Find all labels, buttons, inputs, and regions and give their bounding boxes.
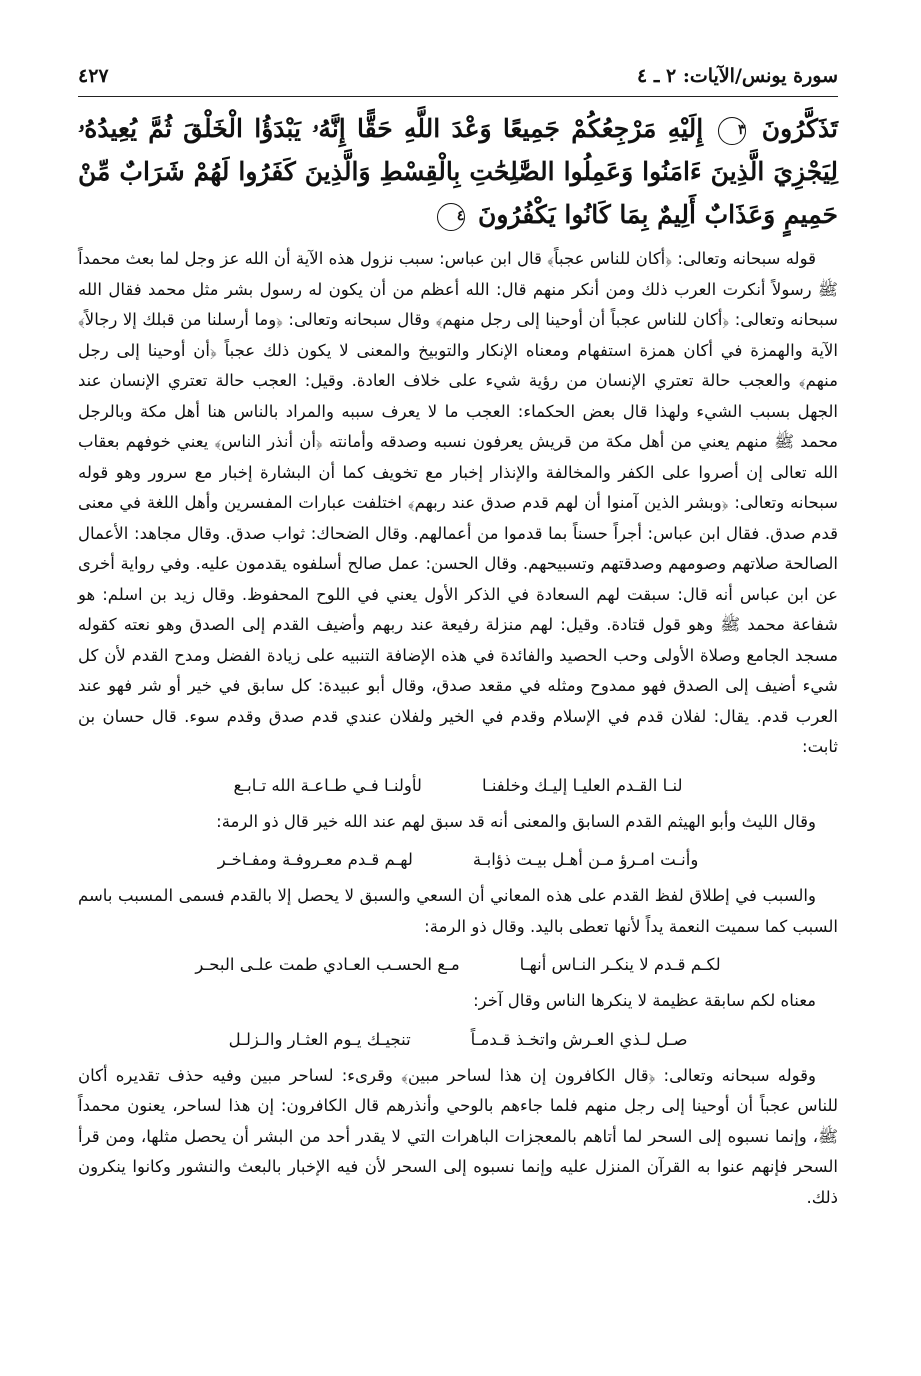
quran-verses — [78, 107, 838, 236]
commentary-paragraph-4: معناه لكم سابقة عظيمة لا ينكرها الناس وقال آخر: — [473, 991, 816, 1010]
page-number: ٤٢٧ — [78, 65, 109, 87]
poem-verse-1 — [78, 769, 838, 803]
poem-verse-4 — [78, 1023, 838, 1057]
commentary-paragraph-1: قوله سبحانه وتعالى: ﴿أكان للناس عجباً﴾ قال ابن عباس: سبب نزول هذه الآية أن الله عز وجل لما بعث محمداً ﷺ رسولاً أنكرت العرب ذلك ومن أنكر منهم قال: الله أعظم من أن يكون له رسول بشر مثل محمد فقال الله سبحانه وتعالى: ﴿أكان للناس عجباً أن أوحينا إلى رجل منهم﴾ وقال سبحانه وتعالى: ﴿وما أرسلنا من قبلك إلا رجالاً﴾ الآية والهمزة في أكان همزة استفهام ومعناه الإنكار والتوبيخ والمعنى لا يكون ذلك عجباً ﴿أن أوحينا إلى رجل منهم﴾ والعجب حالة تعتري الإنسان من رؤية شيء على خلاف العادة. وقيل: العجب حالة تعتري الإنسان عند الجهل بسبب الشيء ولهذا قال بعض الحكماء: العجب ما لا يعرف سببه والمراد بالناس هنا أهل مكة وبالرجل محمد ﷺ منهم يعني من أهل مكة من قريش يعرفون نسبه وصدقه وأمانته ﴿أن أنذر الناس﴾ يعني خوفهم بعقاب الله تعالى إن أصروا على الكفر والمخالفة والإنذار إخبار مع تخويف كما أن البشارة إخبار مع سرور وهو قوله سبحانه وتعالى: ﴿وبشر الذين آمنوا أن لهم قدم صدق عند ربهم﴾ اختلفت عبارات المفسرين وأهل اللغة في معنى قدم صدق. فقال ابن عباس: أجراً حسناً بما قدموا من أعمالهم. وقال الضحاك: ثواب صدق. وقال مجاهد: الأعمال الصالحة صلاتهم وصومهم وصدقتهم وتسبيحهم. وقال الحسن: عمل صالح أسلفوه يقدمون عليه. وفي رواية أخرى عن ابن عباس أنه قال: سبقت لهم السعادة في الذكر الأول يعني في اللوح المحفوظ. وقال زيد بن اسلم: هو شفاعة محمد ﷺ وهو قول قتادة. وقيل: لهم منزلة رفيعة عند ربهم وأضيف القدم إلى الصدق وهو نعته كقوله مسجد الجامع وصلاة الأولى وحب الحصيد والفائدة في هذه الإضافة التنبيه على زيادة الفضل ومدح القدم لأن كل شيء أضيف إلى الصدق فهو ممدوح ومثله في مقعد صدق، وقال أبو عبيدة: كل سابق في خير أو شر فهو عند العرب قدم. يقال: لفلان قدم في الإسلام وقدم في الخير ولفلان عندي قدم صدق وقدم سوء. قال حسان بن ثابت: — [78, 249, 838, 756]
book-page — [78, 56, 838, 1213]
poem-hemistich-left: لهـم قـدم معـروفـة ومفـاخـر — [217, 850, 413, 869]
poem-hemistich-right: لكـم قـدم لا ينكـر النـاس أنهـا — [519, 955, 721, 974]
poem-hemistich-right: صـل لـذي العـرش واتخـذ قـدمـاً — [470, 1029, 688, 1049]
poem-hemistich-left: مـع الحسـب العـادي طمت علـى البحـر — [195, 955, 460, 974]
surah-title: سورة يونس/الآيات: ٢ ـ ٤ — [637, 65, 838, 87]
commentary-paragraph-2: وقال الليث وأبو الهيثم القدم السابق والمعنى أنه قد سبق لهم عند الله خير قال ذو الرمة: — [216, 811, 816, 831]
poem-hemistich-left: لأولنـا فـي طـاعـة الله تـابـع — [233, 775, 422, 795]
poem-verse-3 — [78, 948, 838, 982]
ayah-number-3: ٣ — [718, 117, 746, 145]
poem-verse-2 — [78, 843, 838, 877]
poem-hemistich-right: لنـا القـدم العليـا إليـك وخلفنـا — [481, 775, 683, 795]
ayah-number-4: ٤ — [437, 203, 465, 231]
page-header — [78, 56, 838, 97]
commentary — [78, 244, 838, 1213]
poem-hemistich-right: وأنـت امـرؤ مـن أهـل بيـت ذؤابـة — [472, 850, 699, 869]
verse-text: إِلَيْهِ مَرْجِعُكُمْ جَمِيعًا وَعْدَ اللَّهِ حَقًّا إِنَّهُۥ يَبْدَؤُا الْخَلْقَ ثُمَّ يُعِيدُهُۥ لِيَجْزِيَ الَّذِينَ ءَامَنُوا وَعَمِلُوا الصَّٰلِحَٰتِ بِالْقِسْطِ وَالَّذِينَ كَفَرُوا لَهُمْ شَرَابٌ مِّنْ حَمِيمٍ وَعَذَابٌ أَلِيمٌ بِمَا كَانُوا يَكْفُرُونَ — [78, 114, 838, 229]
verse-fragment-1: تَذَكَّرُونَ — [761, 114, 838, 143]
commentary-paragraph-5: وقوله سبحانه وتعالى: ﴿قال الكافرون إن هذا لساحر مبين﴾ وقرىء: لساحر مبين وفيه حذف تقديره أكان للناس عجباً أن أوحينا إلى رجل منهم فلما جاءهم بالوحي وأنذرهم قال الكافرون: إن هذا لساحر، يعنون محمداً ﷺ، وإنما نسبوه إلى السحر لما أتاهم بالمعجزات الباهرات التي لا يقدر أحد من البشر أن يحصل مثلها، ومن قرأ السحر فإنهم عنوا به القرآن المنزل عليه وإنما نسبوه إلى السحر لأن فيه الإخبار بالبعث والنشور وكانوا ينكرون ذلك. — [78, 1065, 838, 1207]
poem-hemistich-left: تنجيـك يـوم العثـار والـزلـل — [228, 1029, 411, 1049]
commentary-paragraph-3: والسبب في إطلاق لفظ القدم على هذه المعاني أن السعي والسبق لا يحصل إلا بالقدم فسمى المسبب باسم السبب كما سميت النعمة يداً لأنها تعطى باليد. وقال ذو الرمة: — [78, 886, 838, 936]
